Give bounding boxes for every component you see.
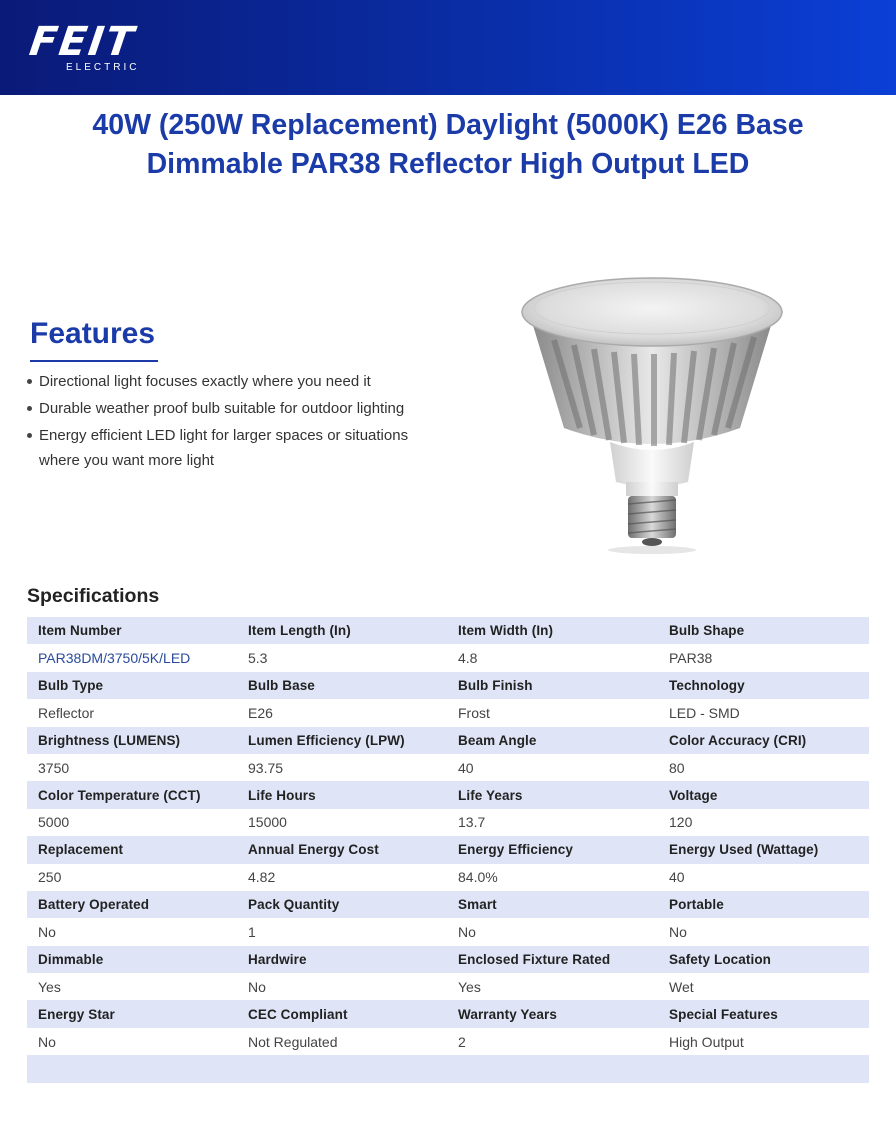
spec-value-row [27,809,869,836]
features-heading: Features [30,317,156,350]
logo-subtitle: ELECTRIC [66,62,140,73]
spec-label: Replacement [27,836,237,863]
par38-bulb-image [518,270,786,555]
spec-value: E26 [237,699,447,726]
spec-label: Hardwire [237,946,447,973]
spec-label: Bulb Shape [658,617,869,644]
spec-value: 15000 [237,809,447,836]
spec-label: Item Number [27,617,237,644]
spec-label-row [27,617,869,644]
spec-label: Color Accuracy (CRI) [658,727,869,754]
spec-label: Special Features [658,1000,869,1027]
spec-value: 1 [237,918,447,945]
spec-value: High Output [658,1028,869,1055]
spec-label: Energy Efficiency [447,836,658,863]
spec-label-row [27,946,869,973]
spec-label-row [27,836,869,863]
spec-label: Battery Operated [27,891,237,918]
spec-value-row [27,699,869,726]
table-footer-band [27,1055,869,1082]
feature-item: Energy efficient LED light for larger spaces or situations where you want more light [24,423,414,473]
spec-label: Annual Energy Cost [237,836,447,863]
spec-label-row [27,781,869,808]
spec-value: 93.75 [237,754,447,781]
spec-label: Portable [658,891,869,918]
feature-item: Directional light focuses exactly where you need it [24,369,414,394]
features-list [24,369,414,475]
spec-label: Warranty Years [447,1000,658,1027]
empty-cell [447,1055,658,1082]
spec-value: Yes [27,973,237,1000]
spec-value: 40 [658,864,869,891]
specifications-heading: Specifications [27,585,160,607]
product-title [0,106,896,184]
spec-label: Beam Angle [447,727,658,754]
spec-label: Energy Used (Wattage) [658,836,869,863]
empty-cell [658,1055,869,1082]
spec-label: Item Length (In) [237,617,447,644]
spec-label: Life Hours [237,781,447,808]
spec-value: No [27,918,237,945]
spec-label-row [27,1000,869,1027]
spec-label: Color Temperature (CCT) [27,781,237,808]
spec-value: No [658,918,869,945]
spec-label-row [27,891,869,918]
spec-value: 84.0% [447,864,658,891]
spec-value: No [447,918,658,945]
feature-item: Durable weather proof bulb suitable for outdoor lighting [24,396,414,421]
spec-value: 3750 [27,754,237,781]
spec-value-row [27,644,869,671]
spec-label: Technology [658,672,869,699]
spec-label-row [27,727,869,754]
spec-label: Pack Quantity [237,891,447,918]
spec-value: 120 [658,809,869,836]
spec-label: Energy Star [27,1000,237,1027]
spec-value: 13.7 [447,809,658,836]
spec-label: CEC Compliant [237,1000,447,1027]
spec-label: Lumen Efficiency (LPW) [237,727,447,754]
spec-label: Life Years [447,781,658,808]
empty-cell [27,1055,237,1082]
logo-wordmark: FEIT [26,19,139,65]
spec-value: LED - SMD [658,699,869,726]
spec-value-row [27,973,869,1000]
spec-value: 2 [447,1028,658,1055]
spec-value: 40 [447,754,658,781]
spec-value: Wet [658,973,869,1000]
spec-label: Voltage [658,781,869,808]
spec-label-row [27,672,869,699]
spec-value: Not Regulated [237,1028,447,1055]
spec-value: No [27,1028,237,1055]
item-number-value: PAR38DM/3750/5K/LED [27,644,237,671]
brand-header [0,0,896,95]
spec-value: No [237,973,447,1000]
spec-value: 250 [27,864,237,891]
spec-label: Enclosed Fixture Rated [447,946,658,973]
spec-value: 5.3 [237,644,447,671]
spec-value: PAR38 [658,644,869,671]
feit-logo [26,19,140,73]
spec-label: Item Width (In) [447,617,658,644]
product-title-line-1: 40W (250W Replacement) Daylight (5000K) E26 Base [92,109,804,141]
spec-label: Safety Location [658,946,869,973]
spec-label: Bulb Finish [447,672,658,699]
spec-value: Reflector [27,699,237,726]
empty-cell [237,1055,447,1082]
spec-value-row [27,754,869,781]
spec-value: 5000 [27,809,237,836]
spec-label: Dimmable [27,946,237,973]
spec-label: Smart [447,891,658,918]
spec-value: Frost [447,699,658,726]
spec-value-row [27,1028,869,1055]
spec-value: 80 [658,754,869,781]
features-underline [30,360,158,362]
spec-value-row [27,864,869,891]
specifications-table [27,617,869,1083]
spec-value: 4.82 [237,864,447,891]
spec-value-row [27,918,869,945]
spec-label: Bulb Base [237,672,447,699]
spec-value: Yes [447,973,658,1000]
spec-value: 4.8 [447,644,658,671]
product-title-line-2: Dimmable PAR38 Reflector High Output LED [146,148,750,180]
spec-label: Bulb Type [27,672,237,699]
spec-label: Brightness (LUMENS) [27,727,237,754]
